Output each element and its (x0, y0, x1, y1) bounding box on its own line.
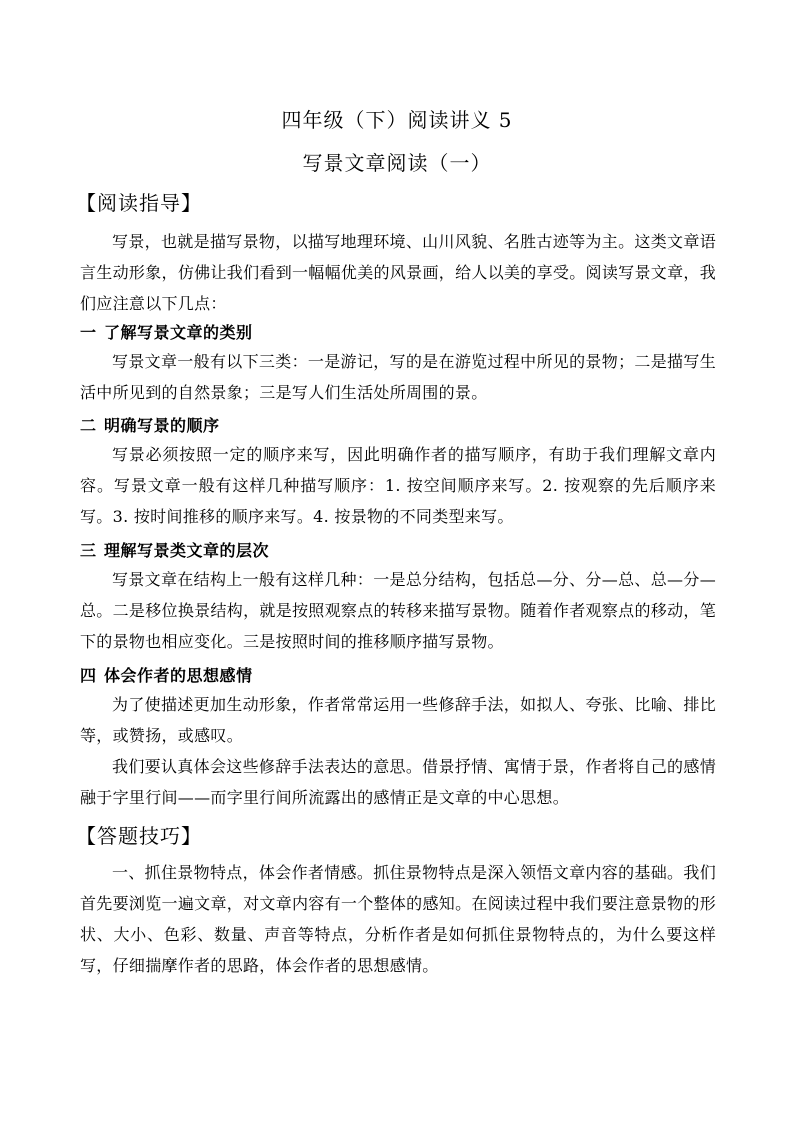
document-title: 四年级（下）阅读讲义 5 (281, 108, 513, 132)
section-title-reading-guide: 【阅读指导】 (76, 191, 202, 215)
point-number: 四 (80, 666, 97, 685)
point-heading-4 (80, 663, 253, 686)
point-3-paragraph: 写景文章在结构上一般有这样几种：一是总分结构，包括总—分、分—总、总—分—总。二是移位换景结构，就是按照观察点的转移来描写景物。随着作者观察点的移动，笔下的景物也相应变化。三是按照时间的推移顺序描写景物。 (80, 570, 716, 651)
document-subtitle: 写景文章阅读（一） (302, 151, 492, 175)
point-2-paragraph: 写景必须按照一定的顺序来写，因此明确作者的描写顺序，有助于我们理解文章内容。写景文章一般有这样几种描写顺序：1. 按空间顺序来写。2. 按观察的先后顺序来写。3. 按时间推移的顺序来写。4. 按景物的不同类型来写。 (80, 445, 716, 526)
point-1-paragraph: 写景文章一般有以下三类：一是游记，写的是在游览过程中所见的景物；二是描写生活中所见到的自然景象；三是写人们生活处所周围的景。 (80, 352, 716, 402)
point-title: 理解写景类文章的层次 (104, 541, 270, 560)
point-heading-1 (80, 320, 253, 343)
point-title: 明确写景的顺序 (104, 416, 220, 435)
point-number: 三 (80, 541, 97, 560)
point-title: 体会作者的思想感情 (104, 666, 253, 685)
point-number: 二 (80, 416, 97, 435)
point-number: 一 (80, 323, 97, 342)
section-title-answer-skills: 【答题技巧】 (76, 824, 202, 848)
guide-intro-paragraph: 写景，也就是描写景物，以描写地理环境、山川风貌、名胜古迹等为主。这类文章语言生动形象，仿佛让我们看到一幅幅优美的风景画，给人以美的享受。阅读写景文章，我们应注意以下几点： (80, 232, 716, 313)
point-heading-2 (80, 413, 220, 436)
point-title: 了解写景文章的类别 (104, 323, 253, 342)
point-4-paragraph-1: 为了使描述更加生动形象，作者常常运用一些修辞手法，如拟人、夸张、比喻、排比等，或赞扬，或感叹。 (80, 695, 716, 745)
point-4-paragraph-2: 我们要认真体会这些修辞手法表达的意思。借景抒情、寓情于景，作者将自己的感情融于字里行间——而字里行间所流露出的感情正是文章的中心思想。 (80, 757, 716, 807)
point-heading-3 (80, 538, 269, 561)
skills-paragraph-1: 一、抓住景物特点，体会作者情感。抓住景物特点是深入领悟文章内容的基础。我们首先要浏览一遍文章，对文章内容有一个整体的感知。在阅读过程中我们要注意景物的形状、大小、色彩、数量、声音等特点，分析作者是如何抓住景物特点的，为什么要这样写，仔细揣摩作者的思路，体会作者的思想感情。 (80, 863, 716, 975)
